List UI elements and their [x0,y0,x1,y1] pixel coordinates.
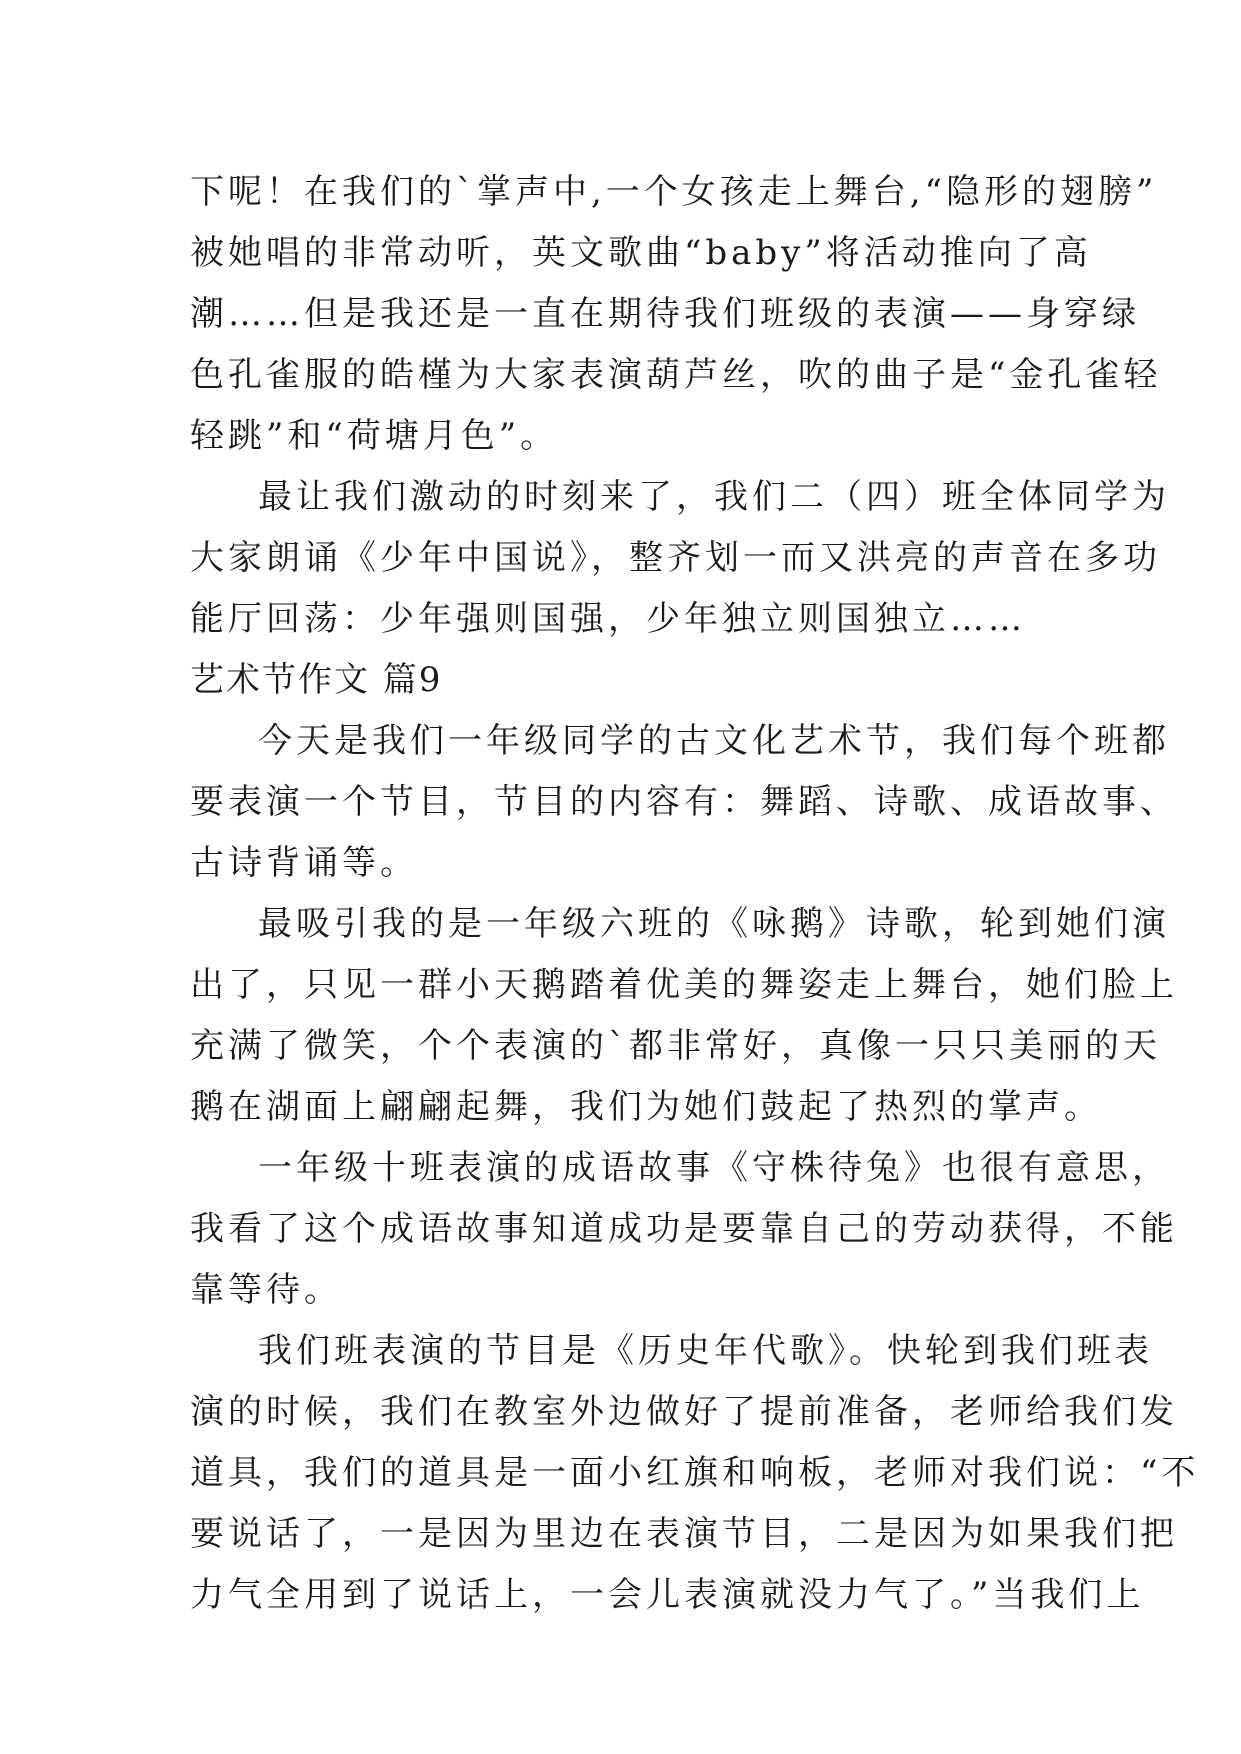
text-line: 古诗背诵等。 [190,843,418,883]
text-line: 演的时候，我们在教室外边做好了提前准备，老师给我们发 [190,1392,1178,1432]
text-line: 潮……但是我还是一直在期待我们班级的表演——身穿绿 [190,294,1140,334]
text-line: 轻跳”和“荷塘月色”。 [190,416,559,456]
text-line: 充满了微笑，个个表演的`都非常好，真像一只只美丽的天 [190,1026,1161,1066]
paragraph-start-line: 我们班表演的节目是《历史年代歌》。快轮到我们班表 [258,1331,1153,1371]
text-line: 要表演一个节目，节目的内容有：舞蹈、诗歌、成语故事、 [190,782,1178,822]
text-line: 我看了这个成语故事知道成功是要靠自己的劳动获得，不能 [190,1209,1178,1249]
text-line: 大家朗诵《少年中国说》，整齐划一而又洪亮的声音在多功 [190,538,1161,578]
essay-body [190,162,1200,1626]
text-line: 力气全用到了说话上，一会儿表演就没力气了。”当我们上 [190,1575,1145,1615]
text-line: 色孔雀服的皓槿为大家表演葫芦丝，吹的曲子是“金孔雀轻 [190,355,1162,395]
paragraph-start-line: 今天是我们一年级同学的古文化艺术节，我们每个班都 [258,721,1170,761]
paragraph-start-line: 一年级十班表演的成语故事《守株待兔》也很有意思， [258,1148,1170,1188]
text-line: 靠等待。 [190,1270,342,1310]
text-line: 要说话了，一是因为里边在表演节目，二是因为如果我们把 [190,1514,1178,1554]
section-heading: 艺术节作文 篇9 [190,660,443,700]
text-line: 道具，我们的道具是一面小红旗和响板，老师对我们说：“不 [190,1453,1200,1493]
text-line: 能厅回荡：少年强则国强，少年独立则国独立…… [190,599,1026,639]
paragraph-start-line: 最吸引我的是一年级六班的《咏鹅》诗歌，轮到她们演 [258,904,1170,944]
text-line: 被她唱的非常动听，英文歌曲“baby”将活动推向了高 [190,233,1092,273]
text-line: 鹅在湖面上翩翩起舞，我们为她们鼓起了热烈的掌声。 [190,1087,1102,1127]
paragraph-start-line: 最让我们激动的时刻来了，我们二（四）班全体同学为 [258,477,1170,517]
text-line: 出了，只见一群小天鹅踏着优美的舞姿走上舞台，她们脸上 [190,965,1178,1005]
text-line: 下呢！在我们的`掌声中,一个女孩走上舞台,“隐形的翅膀” [190,172,1158,212]
